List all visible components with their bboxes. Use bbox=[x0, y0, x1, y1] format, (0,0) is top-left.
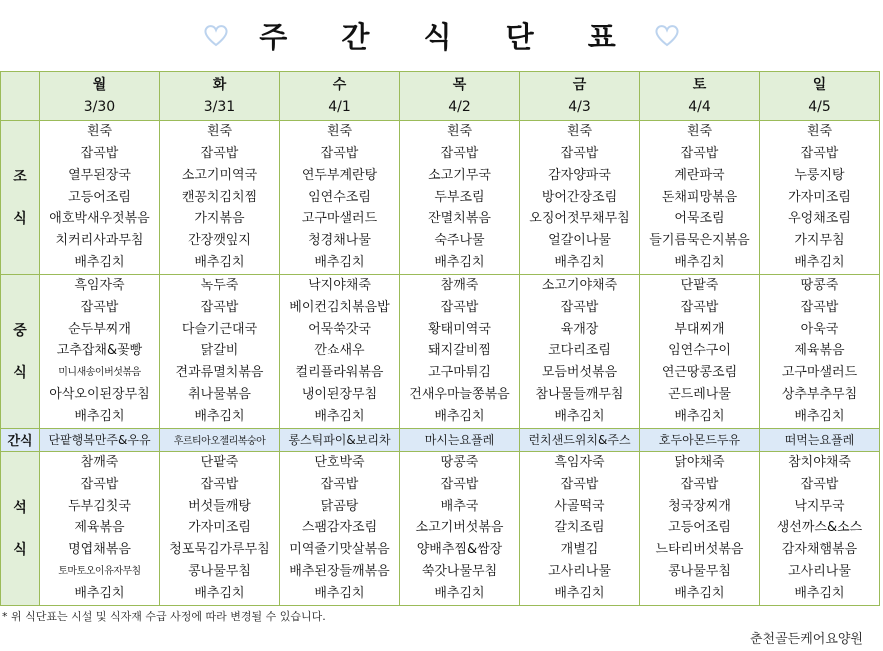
menu-item: 참깨죽 bbox=[80, 454, 119, 470]
menu-item: 배추된장들깨볶음 bbox=[289, 564, 390, 580]
day-name: 화 bbox=[212, 77, 227, 93]
day-name: 목 bbox=[452, 77, 467, 93]
menu-item: 견과류멸치볶음 bbox=[175, 365, 264, 381]
menu-item: 황태미역국 bbox=[428, 321, 491, 337]
menu-cell bbox=[520, 451, 640, 605]
menu-cell bbox=[40, 451, 160, 605]
menu-item: 다슬기근대국 bbox=[181, 321, 258, 337]
menu-item: 참나물들깨무침 bbox=[535, 387, 624, 403]
day-header bbox=[40, 72, 160, 121]
meal-label-char: 식 bbox=[13, 365, 27, 382]
menu-item: 고사리나물 bbox=[548, 564, 611, 580]
menu-item: 배추김치 bbox=[794, 408, 845, 424]
menu-item: 잔멸치볶음 bbox=[428, 211, 491, 227]
day-date: 3/31 bbox=[203, 99, 236, 115]
menu-item: 배추김치 bbox=[674, 408, 725, 424]
menu-item: 돈채피망볶음 bbox=[661, 189, 738, 205]
menu-item: 흰죽 bbox=[326, 124, 353, 139]
menu-item: 토마토오이유자무침 bbox=[58, 566, 141, 578]
menu-item: 취나물볶음 bbox=[188, 387, 251, 403]
menu-item: 청경채나물 bbox=[308, 233, 371, 249]
menu-cell bbox=[160, 451, 280, 605]
menu-item: 잡곡밥 bbox=[800, 299, 839, 315]
menu-item: 단팥죽 bbox=[680, 277, 719, 293]
menu-item: 배추김치 bbox=[194, 585, 245, 601]
menu-item: 스팸감자조림 bbox=[301, 520, 378, 536]
menu-item: 참치야채죽 bbox=[788, 454, 851, 470]
menu-cell bbox=[40, 274, 160, 428]
menu-item: 연근땅콩조림 bbox=[661, 365, 738, 381]
facility-name: 춘천골든케어요양원 bbox=[749, 632, 863, 647]
menu-item: 계란파국 bbox=[674, 167, 725, 183]
day-name: 일 bbox=[812, 77, 827, 93]
title-area bbox=[0, 0, 883, 70]
menu-item: 배추김치 bbox=[674, 585, 725, 601]
menu-item: 갈치조림 bbox=[554, 520, 605, 536]
snack-cell: 마시는요플레 bbox=[400, 428, 520, 451]
menu-item: 흰죽 bbox=[446, 124, 473, 139]
snack-cell: 런치샌드위치&주스 bbox=[520, 428, 640, 451]
menu-item: 아욱국 bbox=[800, 321, 839, 337]
menu-item: 육개장 bbox=[560, 321, 599, 337]
menu-item: 배추김치 bbox=[554, 408, 605, 424]
menu-item: 숙주나물 bbox=[434, 233, 485, 249]
menu-item: 고구마샐러드 bbox=[301, 211, 378, 227]
meal-label-char: 식 bbox=[13, 211, 27, 228]
menu-item: 미니새송이버섯볶음 bbox=[58, 367, 141, 379]
menu-item: 잡곡밥 bbox=[560, 476, 599, 492]
menu-item: 두부김칫국 bbox=[68, 498, 131, 514]
menu-item: 방어간장조림 bbox=[541, 189, 618, 205]
menu-item: 흑임자죽 bbox=[74, 277, 125, 293]
meal-label-char: 석 bbox=[13, 500, 27, 517]
breakfast-row bbox=[1, 121, 880, 275]
day-header-row bbox=[1, 72, 880, 121]
day-date: 4/3 bbox=[568, 99, 591, 115]
meal-label-char: 중 bbox=[13, 323, 27, 340]
menu-item: 캔꽁치김치찜 bbox=[181, 189, 258, 205]
menu-item: 두부조림 bbox=[434, 189, 485, 205]
menu-item: 잡곡밥 bbox=[800, 145, 839, 161]
breakfast-label bbox=[1, 121, 40, 275]
day-name: 금 bbox=[572, 77, 587, 93]
menu-item: 잡곡밥 bbox=[800, 476, 839, 492]
menu-item: 잡곡밥 bbox=[440, 299, 479, 315]
menu-item: 콩나물무침 bbox=[188, 564, 251, 580]
meal-label-char: 조 bbox=[13, 169, 27, 186]
menu-item: 흰죽 bbox=[566, 124, 593, 139]
menu-item: 잡곡밥 bbox=[80, 299, 119, 315]
menu-cell bbox=[160, 274, 280, 428]
day-header bbox=[520, 72, 640, 121]
menu-item: 낙지야채죽 bbox=[308, 277, 371, 293]
menu-item: 배추김치 bbox=[554, 255, 605, 271]
menu-item: 애호박새우젓볶음 bbox=[49, 211, 150, 227]
menu-item: 잡곡밥 bbox=[200, 299, 239, 315]
menu-cell bbox=[40, 121, 160, 275]
menu-item: 어묵쑥갓국 bbox=[308, 321, 371, 337]
day-header bbox=[160, 72, 280, 121]
day-header bbox=[280, 72, 400, 121]
menu-cell bbox=[640, 451, 760, 605]
menu-item: 사골떡국 bbox=[554, 498, 605, 514]
menu-item: 잡곡밥 bbox=[680, 145, 719, 161]
menu-item: 닭곰탕 bbox=[320, 498, 359, 514]
menu-item: 아삭오이된장무침 bbox=[49, 387, 150, 403]
lunch-label bbox=[1, 274, 40, 428]
menu-item: 배추김치 bbox=[74, 408, 125, 424]
menu-cell bbox=[520, 274, 640, 428]
menu-item: 가자미조림 bbox=[188, 520, 251, 536]
menu-item: 고추잡채&꽃빵 bbox=[56, 343, 143, 359]
day-header bbox=[760, 72, 880, 121]
menu-item: 간장깻잎지 bbox=[188, 233, 251, 249]
menu-item: 잡곡밥 bbox=[320, 476, 359, 492]
footnote: * 위 식단표는 시설 및 식자재 수급 사정에 따라 변경될 수 있습니다. bbox=[2, 610, 326, 623]
menu-cell bbox=[280, 121, 400, 275]
menu-item: 닭야채죽 bbox=[674, 454, 725, 470]
day-date: 4/5 bbox=[808, 99, 831, 115]
menu-item: 소고기야채죽 bbox=[541, 277, 618, 293]
menu-item: 얼갈이나물 bbox=[548, 233, 611, 249]
meal-label-char: 식 bbox=[13, 542, 27, 559]
menu-item: 코다리조림 bbox=[548, 343, 611, 359]
menu-item: 잡곡밥 bbox=[200, 145, 239, 161]
menu-item: 잡곡밥 bbox=[80, 145, 119, 161]
menu-item: 땅콩죽 bbox=[800, 277, 839, 293]
menu-item: 버섯들깨탕 bbox=[188, 498, 251, 514]
snack-row bbox=[1, 428, 880, 451]
menu-item: 잡곡밥 bbox=[680, 299, 719, 315]
menu-item: 고구마샐러드 bbox=[781, 365, 858, 381]
menu-item: 배추김치 bbox=[674, 255, 725, 271]
menu-item: 명엽채볶음 bbox=[68, 542, 131, 558]
day-date: 4/4 bbox=[688, 99, 711, 115]
dinner-row bbox=[1, 451, 880, 605]
menu-item: 치커리사과무침 bbox=[55, 233, 144, 249]
menu-cell bbox=[160, 121, 280, 275]
menu-cell bbox=[400, 121, 520, 275]
weekly-menu-table bbox=[0, 71, 880, 606]
menu-cell bbox=[400, 274, 520, 428]
menu-item: 소고기미역국 bbox=[181, 167, 258, 183]
menu-item: 돼지갈비찜 bbox=[428, 343, 491, 359]
menu-item: 가자미조림 bbox=[788, 189, 851, 205]
heart-icon bbox=[654, 22, 680, 48]
menu-item: 고사리나물 bbox=[788, 564, 851, 580]
menu-item: 녹두죽 bbox=[200, 277, 239, 293]
menu-cell bbox=[760, 451, 880, 605]
menu-item: 오징어젓무채무침 bbox=[529, 211, 630, 227]
menu-item: 생선까스&소스 bbox=[776, 520, 863, 536]
corner-cell bbox=[1, 72, 40, 121]
menu-item: 잡곡밥 bbox=[200, 476, 239, 492]
menu-item: 낙지무국 bbox=[794, 498, 845, 514]
menu-cell bbox=[760, 274, 880, 428]
menu-item: 누룽지탕 bbox=[794, 167, 845, 183]
menu-item: 어묵조림 bbox=[674, 211, 725, 227]
menu-item: 제육볶음 bbox=[74, 520, 125, 536]
menu-item: 잡곡밥 bbox=[560, 145, 599, 161]
menu-item: 배추김치 bbox=[314, 408, 365, 424]
menu-item: 양배추찜&쌈장 bbox=[416, 542, 503, 558]
menu-cell bbox=[280, 274, 400, 428]
menu-item: 베이컨김치볶음밥 bbox=[289, 299, 390, 315]
snack-cell: 단팥행복만주&우유 bbox=[40, 428, 160, 451]
menu-item: 순두부찌개 bbox=[68, 321, 131, 337]
menu-item: 배추김치 bbox=[554, 585, 605, 601]
menu-item: 들기름묵은지볶음 bbox=[649, 233, 750, 249]
menu-item: 쑥갓나물무침 bbox=[421, 564, 498, 580]
snack-cell: 후르티아오젤리복숭아 bbox=[160, 428, 280, 451]
menu-item: 임연수조림 bbox=[308, 189, 371, 205]
menu-item: 배추김치 bbox=[74, 585, 125, 601]
snack-cell: 떠먹는요플레 bbox=[760, 428, 880, 451]
day-header bbox=[640, 72, 760, 121]
menu-item: 잡곡밥 bbox=[440, 476, 479, 492]
heart-icon bbox=[203, 22, 229, 48]
menu-item: 고구마튀김 bbox=[428, 365, 491, 381]
menu-item: 닭갈비 bbox=[200, 343, 239, 359]
day-name: 월 bbox=[92, 77, 107, 93]
menu-item: 잡곡밥 bbox=[680, 476, 719, 492]
menu-item: 미역줄기맛살볶음 bbox=[289, 542, 390, 558]
day-name: 수 bbox=[332, 77, 347, 93]
menu-item: 모듬버섯볶음 bbox=[541, 365, 618, 381]
day-date: 4/2 bbox=[448, 99, 471, 115]
menu-item: 잡곡밥 bbox=[440, 145, 479, 161]
menu-item: 열무된장국 bbox=[68, 167, 131, 183]
menu-item: 단호박죽 bbox=[314, 454, 365, 470]
menu-item: 콩나물무침 bbox=[668, 564, 731, 580]
menu-item: 냉이된장무침 bbox=[301, 387, 378, 403]
menu-item: 배추김치 bbox=[314, 255, 365, 271]
snack-cell: 호두아몬드두유 bbox=[640, 428, 760, 451]
menu-item: 고등어조림 bbox=[68, 189, 131, 205]
menu-item: 배추김치 bbox=[434, 255, 485, 271]
day-header bbox=[400, 72, 520, 121]
menu-item: 배추김치 bbox=[794, 585, 845, 601]
menu-item: 가지무침 bbox=[794, 233, 845, 249]
menu-item: 제육볶음 bbox=[794, 343, 845, 359]
menu-cell bbox=[400, 451, 520, 605]
menu-item: 배추김치 bbox=[434, 408, 485, 424]
menu-item: 컬리플라워볶음 bbox=[295, 365, 384, 381]
menu-item: 배추김치 bbox=[314, 585, 365, 601]
menu-cell bbox=[640, 274, 760, 428]
snack-cell: 롱스틱파이&보리차 bbox=[280, 428, 400, 451]
menu-item: 잡곡밥 bbox=[320, 145, 359, 161]
menu-item: 우엉채조림 bbox=[788, 211, 851, 227]
menu-item: 임연수구이 bbox=[668, 343, 731, 359]
page-title: 주 간 식 단 표 bbox=[259, 19, 638, 54]
menu-item: 깐쇼새우 bbox=[314, 343, 365, 359]
dinner-label bbox=[1, 451, 40, 605]
menu-item: 흑임자죽 bbox=[554, 454, 605, 470]
menu-item: 배추김치 bbox=[194, 255, 245, 271]
menu-item: 연두부계란탕 bbox=[301, 167, 378, 183]
menu-item: 배추김치 bbox=[74, 255, 125, 271]
menu-item: 참깨죽 bbox=[440, 277, 479, 293]
menu-cell bbox=[640, 121, 760, 275]
menu-item: 부대찌개 bbox=[674, 321, 725, 337]
snack-label: 간식 bbox=[1, 428, 40, 451]
menu-item: 느타리버섯볶음 bbox=[655, 542, 744, 558]
menu-cell bbox=[280, 451, 400, 605]
day-date: 4/1 bbox=[328, 99, 351, 115]
menu-item: 잡곡밥 bbox=[80, 476, 119, 492]
menu-item: 가지볶음 bbox=[194, 211, 245, 227]
menu-item: 배추김치 bbox=[794, 255, 845, 271]
menu-item: 건새우마늘쫑볶음 bbox=[409, 387, 510, 403]
menu-item: 청국장찌개 bbox=[668, 498, 731, 514]
menu-item: 청포묵김가루무침 bbox=[169, 542, 270, 558]
menu-item: 감자채햄볶음 bbox=[781, 542, 858, 558]
menu-item: 땅콩죽 bbox=[440, 454, 479, 470]
menu-item: 단팥죽 bbox=[200, 454, 239, 470]
menu-item: 흰죽 bbox=[86, 124, 113, 139]
menu-item: 상추부추무침 bbox=[781, 387, 858, 403]
menu-item: 잡곡밥 bbox=[560, 299, 599, 315]
menu-item: 감자양파국 bbox=[548, 167, 611, 183]
menu-item: 고등어조림 bbox=[668, 520, 731, 536]
menu-cell bbox=[520, 121, 640, 275]
menu-item: 흰죽 bbox=[206, 124, 233, 139]
day-date: 3/30 bbox=[83, 99, 116, 115]
menu-item: 소고기무국 bbox=[428, 167, 491, 183]
menu-item: 소고기버섯볶음 bbox=[415, 520, 504, 536]
menu-cell bbox=[760, 121, 880, 275]
menu-item: 배추김치 bbox=[434, 585, 485, 601]
menu-item: 개별김 bbox=[560, 542, 599, 558]
menu-item: 흰죽 bbox=[806, 124, 833, 139]
day-name: 토 bbox=[692, 77, 707, 93]
lunch-row bbox=[1, 274, 880, 428]
menu-item: 흰죽 bbox=[686, 124, 713, 139]
menu-item: 곤드레나물 bbox=[668, 387, 731, 403]
menu-item: 배추김치 bbox=[194, 408, 245, 424]
menu-item: 배추국 bbox=[440, 498, 479, 514]
